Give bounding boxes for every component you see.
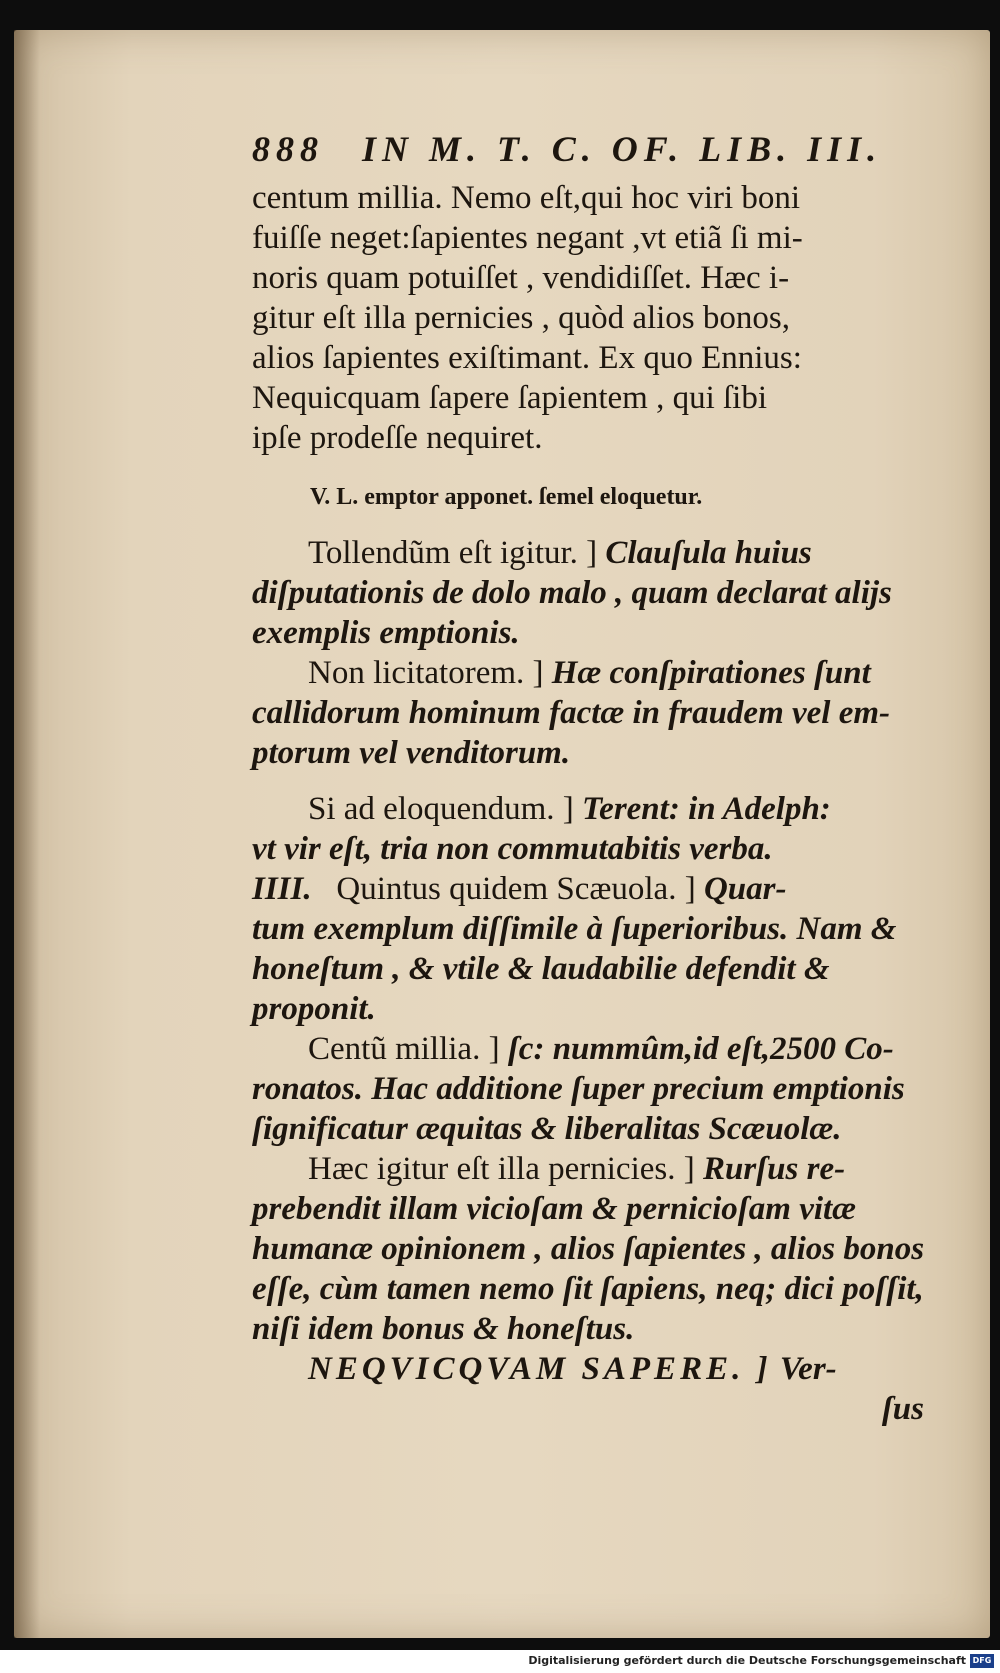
lemma: Si ad eloquendum. ] — [308, 791, 574, 827]
commentary-line — [252, 653, 942, 693]
commentary-line: ſignificatur æquitas & liberalitas Scæuolæ. — [252, 1111, 842, 1147]
commentary-line: niſi idem bonus & honeſtus. — [252, 1311, 635, 1347]
lemma: Hæc igitur eſt illa pernicies. ] — [308, 1151, 695, 1187]
gloss: Clauſula huius — [605, 535, 812, 571]
commentary-line — [252, 869, 942, 909]
page-text-block — [252, 128, 942, 1429]
section-marker: IIII. — [252, 871, 312, 907]
lemma: Tollendũm eſt igitur. ] — [308, 535, 598, 571]
running-head-title: IN M. T. C. OF. LIB. III. — [362, 129, 883, 169]
commentary — [252, 533, 942, 1429]
variant-reading-note: V. L. emptor apponet. ſemel eloquetur. — [310, 484, 703, 510]
lemma: Non licitatorem. ] — [308, 655, 544, 691]
main-text-line: gitur eſt illa pernicies , quòd alios bonos, — [252, 300, 790, 336]
commentary-line: ronatos. Hac additione ſuper precium emptionis — [252, 1071, 905, 1107]
commentary-line: prebendit illam vicioſam & pernicioſam vitæ — [252, 1191, 857, 1227]
commentary-line: exemplis emptionis. — [252, 615, 520, 651]
commentary-line: tum exemplum diſſimile à ſuperioribus. Nam & — [252, 911, 897, 947]
commentary-line — [252, 1029, 942, 1069]
main-text — [252, 178, 942, 458]
commentary-line: ptorum vel venditorum. — [252, 735, 571, 771]
lemma: Centũ millia. ] — [308, 1031, 500, 1067]
gloss: ſc: nummûm,id eſt,2500 Co- — [507, 1031, 894, 1067]
footer-credit: Digitalisierung gefördert durch die Deutsche Forschungsgemeinschaft — [528, 1654, 966, 1667]
commentary-line: honeſtum , & vtile & laudabilie defendit & — [252, 951, 830, 987]
commentary-line — [252, 533, 942, 573]
main-text-line: centum millia. Nemo eſt,qui hoc viri boni — [252, 180, 801, 216]
gloss: Quar- — [703, 871, 787, 907]
lemma: Quintus quidem Scæuola. ] — [336, 871, 696, 907]
digitization-footer — [0, 1650, 1000, 1673]
lemma: NEQVICQVAM SAPERE. ] — [308, 1351, 772, 1387]
main-text-line: ipſe prodeſſe nequiret. — [252, 420, 543, 456]
commentary-line: humanæ opinionem , alios ſapientes , alios bonos — [252, 1231, 925, 1267]
gloss: Terent: in Adelph: — [582, 791, 831, 827]
dfg-logo: DFG — [970, 1654, 994, 1668]
commentary-line: callidorum hominum factæ in fraudem vel em- — [252, 695, 891, 731]
main-text-line: Nequicquam ſapere ſapientem , qui ſibi — [252, 380, 767, 416]
commentary-line — [252, 1149, 942, 1189]
running-head — [252, 128, 942, 178]
commentary-line: diſputationis de dolo malo , quam declarat aliјs — [252, 575, 892, 611]
gloss: Hæ conſpirationes ſunt — [551, 655, 871, 691]
gloss: Rurſus re- — [702, 1151, 846, 1187]
commentary-line — [252, 789, 942, 829]
binding-shadow — [14, 30, 40, 1638]
page-number: 888 — [252, 129, 324, 169]
commentary-line: eſſe, cùm tamen nemo ſit ſapiens, neq; dici poſſit, — [252, 1271, 924, 1307]
catchword: ſus — [881, 1391, 924, 1427]
main-text-line: noris quam potuiſſet , vendidiſſet. Hæc i- — [252, 260, 790, 296]
commentary-line: vt vir eſt, tria non commutabitis verba. — [252, 831, 773, 867]
main-text-line: fuiſſe neget:ſapientes negant ,vt etiã ſi mi- — [252, 220, 803, 256]
commentary-line: proponit. — [252, 991, 376, 1027]
gloss: Ver- — [779, 1351, 837, 1387]
commentary-line — [252, 1349, 942, 1389]
main-text-line: alios ſapientes exiſtimant. Ex quo Ennius: — [252, 340, 802, 376]
